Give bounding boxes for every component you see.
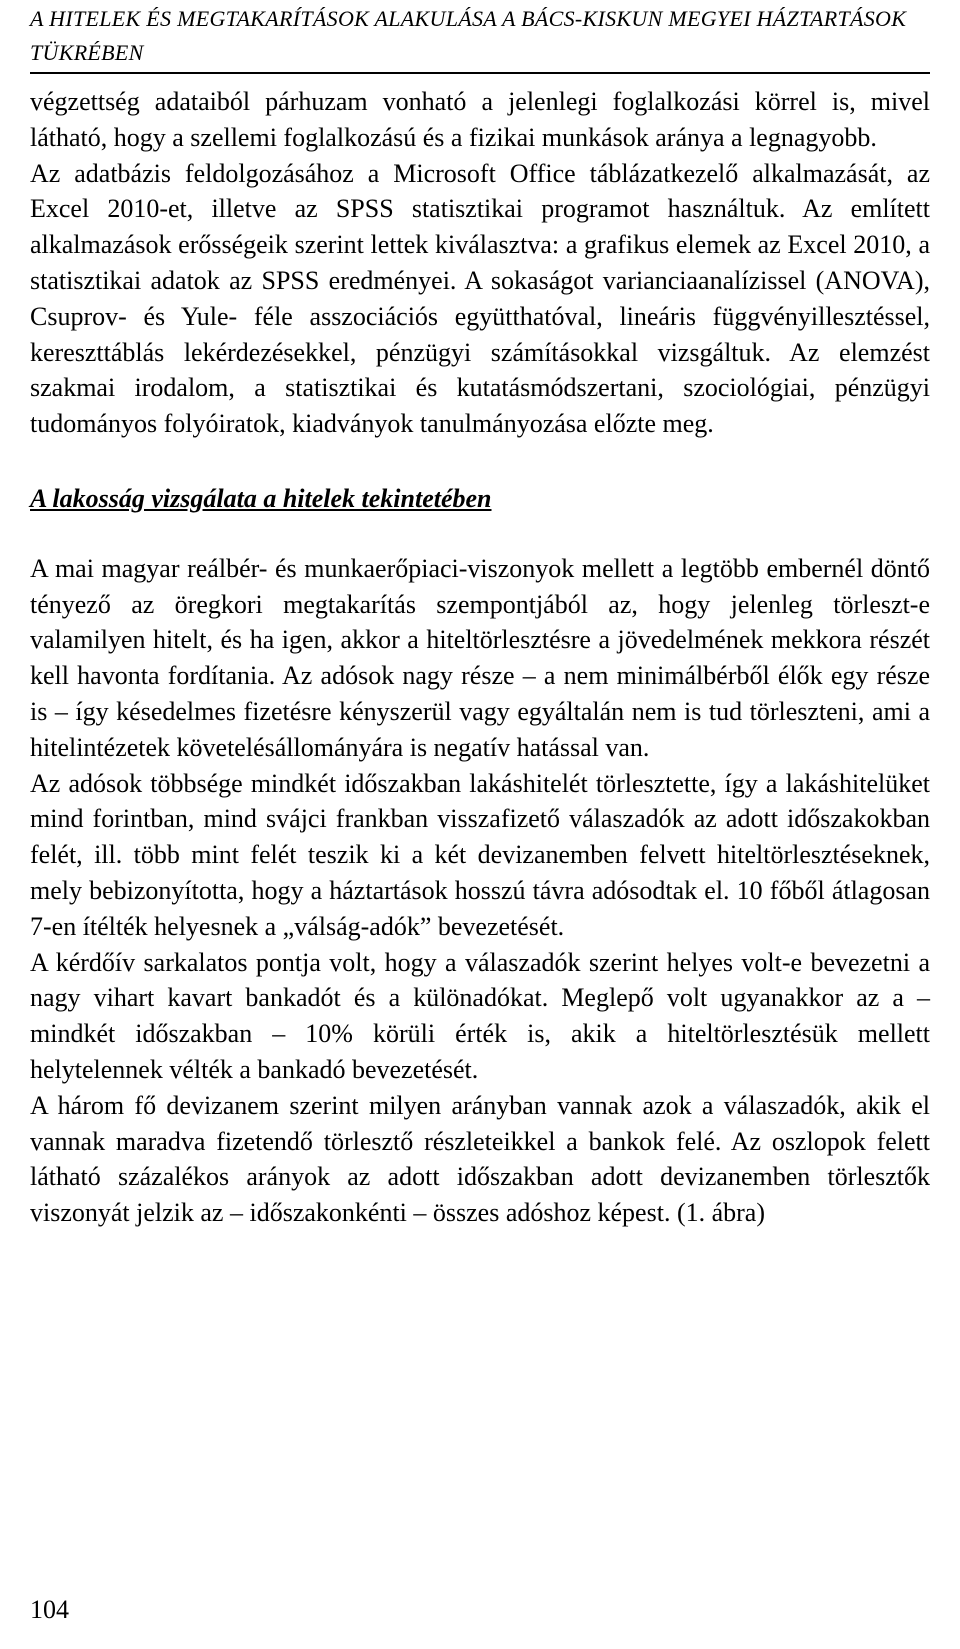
- paragraph: A kérdőív sarkalatos pontja volt, hogy a válaszadók szerint helyes volt-e bevezetni a nagy vihart kavart bankadót és a különadókat. Meglepő volt ugyanakkor az a – mindkét időszakban – 10% körüli érték is, akik a hiteltörlesztésük mellett helytelennek vélték a bankadó bevezetését.: [30, 947, 930, 1084]
- running-head: A HITELEK ÉS MEGTAKARÍTÁSOK ALAKULÁSA A BÁCS-KISKUN MEGYEI HÁZTARTÁSOK TÜKRÉBEN: [30, 2, 930, 74]
- section-heading: A lakosság vizsgálata a hitelek tekintetében: [30, 483, 492, 513]
- paragraph: végzettség adataiból párhuzam vonható a jelenlegi foglalkozási körrel is, mivel látható, hogy a szellemi foglalkozású és a fizikai munkások aránya a legnagyobb.: [30, 87, 930, 152]
- page-body: [30, 84, 930, 1231]
- paragraph: A mai magyar reálbér- és munkaerőpiaci-viszonyok mellett a legtöbb embernél döntő tényező az öregkori megtakarítás szempontjából az, hogy jelenleg törleszt-e valamilyen hitelt, és ha igen, akkor a hiteltörlesztésre a jövedelmének mekkora részét kell havonta fordítania. Az adósok nagy része – a nem minimálbérből élők egy része is – így késedelmes fizetésre kényszerül vagy egyáltalán nem is tud törleszteni, ami a hitelintézetek követelésállományára is negatív hatással van.: [30, 553, 930, 762]
- page-number: 104: [30, 1595, 69, 1624]
- paragraph: Az adatbázis feldolgozásához a Microsoft Office táblázatkezelő alkalmazását, az Excel 2010-et, illetve az SPSS statisztikai programot használtuk. Az említett alkalmazások erősségeik szerint lettek kiválasztva: a grafikus elemek az Excel 2010, a statisztikai adatok az SPSS eredményei. A sokaságot varianciaanalízissel (ANOVA), Csuprov- és Yule- féle asszociációs együtthatóval, lineáris függvényillesztéssel, kereszttáblás lekérdezésekkel, pénzügyi számításokkal vizsgáltuk. Az elemzést szakmai irodalom, a statisztikai és kutatásmódszertani, szociológiai, pénzügyi tudományos folyóiratok, kiadványok tanulmányozása előzte meg.: [30, 158, 930, 439]
- paragraph: Az adósok többsége mindkét időszakban lakáshitelét törlesztette, így a lakáshitelüket mind forintban, mind svájci frankban visszafizető válaszadók az adott időszakokban felét, ill. több mint felét teszik ki a két devizanemben felvett hiteltörlesztéseknek, mely bebizonyította, hogy a háztartások hosszú távra adósodtak el. 10 főből átlagosan 7-en ítélték helyesnek a „válság-adók” bevezetését.: [30, 768, 930, 941]
- paragraph: A három fő devizanem szerint milyen arányban vannak azok a válaszadók, akik el vannak maradva fizetendő törlesztő részleteikkel a bankok felé. Az oszlopok felett látható százalékos arányok az adott időszakban adott devizanemben törlesztők viszonyát jelzik az – időszakonkénti – összes adóshoz képest. (1. ábra): [30, 1090, 930, 1228]
